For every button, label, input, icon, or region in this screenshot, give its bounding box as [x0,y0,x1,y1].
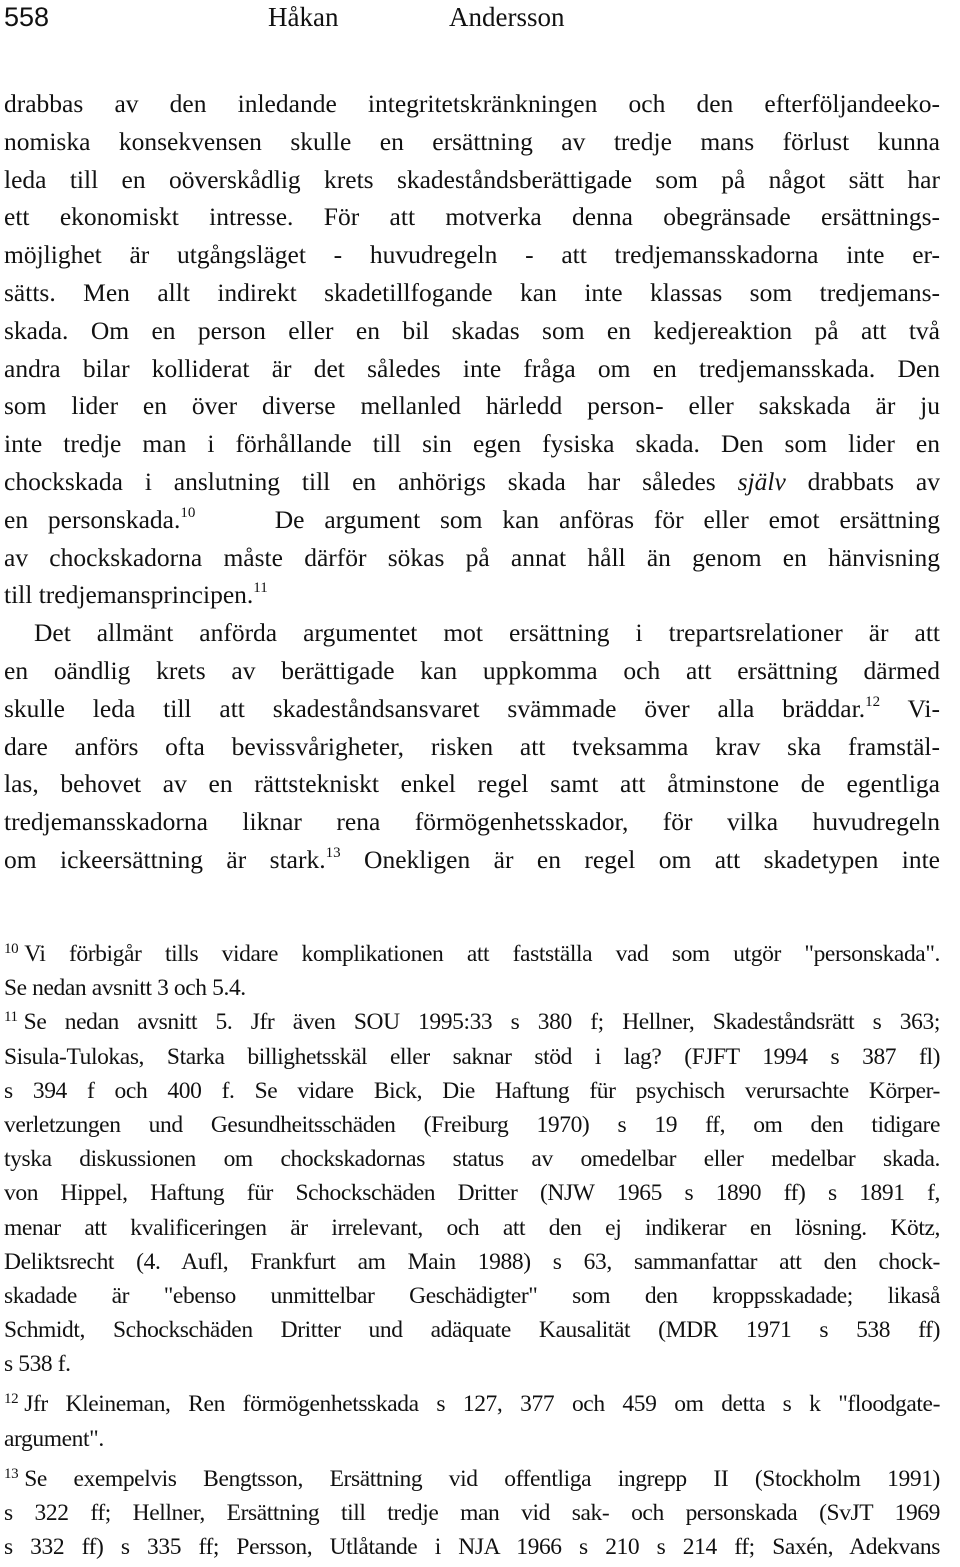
main-text [4,85,940,879]
body-line: tredjemansskadorna liknar rena förmögenhetsskador, för vilka huvudregeln [4,807,940,837]
body-text: De argument som kan anföras för eller emot ersättning [274,504,941,534]
footnote-line: Deliktsrecht (4. Aufl, Frankfurt am Main 1988) s 63, sammanfattar att den chock- [4,1248,940,1275]
footnote-line: argument". [4,1425,104,1452]
body-text: om ickeersättning är stark. [4,844,326,874]
body-line: sätts. Men allt indirekt skadetillfogande kan inte klassas som tredjemans- [4,277,940,307]
footnote-line: von Hippel, Haftung für Schockschäden Dritter (NJW 1965 s 1890 ff) s 1891 f, [4,1180,940,1207]
author-first-name: Håkan [268,2,339,32]
running-header [0,2,960,36]
footnotes [4,937,940,1564]
body-line: andra bilar kolliderat är det således inte fråga om en tredjemansskada. Den [4,353,940,383]
body-text: till tredjemansprincipen. [4,580,254,610]
footnote-13 [4,1462,940,1496]
footnote-text: Se exempelvis Bengtsson, Ersättning vid offentliga ingrepp II (Stockholm 1991) [24,1465,940,1492]
footnote-ref-13[interactable]: 13 [325,844,341,861]
body-line: las, behovet av en rättstekniskt enkel regel samt att åtminstone de egentliga [4,769,940,799]
footnote-line: s 538 f. [4,1351,71,1378]
body-line: av chockskadorna måste därför sökas på annat håll än genom en hänvisning [4,542,940,572]
body-line [4,463,940,501]
footnote-line: verletzungen und Gesundheitsschäden (Freiburg 1970) s 19 ff, om den tidigare [4,1111,940,1138]
body-line [4,501,940,539]
footnote-line: Schmidt, Schockschäden Dritter und adäquate Kausalität (MDR 1971 s 538 ff) [4,1317,940,1344]
footnote-text: Vi förbigår tills vidare komplikationen att fastställa vad som utgör "personskada". [24,941,940,967]
body-text: skulle leda till att skadeståndsansvaret svämmade över alla bräddar. [4,693,866,723]
footnote-10 [4,937,940,971]
footnote-line: Sisula-Tulokas, Starka billighetsskäl eller saknar stöd i lag? (FJFT 1994 s 387 fl) [4,1043,940,1070]
emphasis-text: själv [737,466,786,496]
body-text: Onekligen är en regel om att skadetypen inte [364,844,940,874]
footnote-11 [4,1005,940,1039]
body-line: skada. Om en person eller en bil skadas som en kedjereaktion på att två [4,315,940,345]
footnote-line: s 332 ff) s 335 ff; Persson, Utlåtande i NJA 1966 s 210 s 214 ff; Saxén, Adekvans [4,1534,940,1561]
body-text: drabbats av [807,466,940,496]
body-line: drabbas av den inledande integritetskränkningen och den efterföljandeeko- [4,89,940,118]
footnote-line: tyska diskussionen om chockskadornas status av omedelbar eller medelbar skada. [4,1146,940,1173]
footnote-text: Se nedan avsnitt 5. Jfr även SOU 1995:33 s 380 f; Hellner, Skadeståndsrätt s 363; [23,1009,940,1036]
body-line: Det allmänt anförda argumentet mot ersättning i trepartsrelationer är att [34,618,940,648]
body-line: leda till en oöverskådlig krets skadeståndsberättigade som på något sätt har [4,164,940,194]
footnote-number: 13 [4,1465,19,1482]
body-text: chockskada i anslutning till en anhörigs skada har således [4,466,716,496]
footnote-line: s 322 ff; Hellner, Ersättning till tredje man vid sak- och personskada (SvJT 1969 [4,1500,940,1526]
footnote-line: menar att kvalificeringen är irrelevant, och att den ej indikerar en lösning. Kötz, [4,1214,940,1241]
author-last-name: Andersson [449,2,565,32]
body-line: inte tredje man i förhållande till sin egen fysiska skada. Den som lider en [4,429,940,459]
body-line: en oändlig krets av berättigade kan uppkomma och att ersättning därmed [4,655,940,685]
footnote-number: 11 [4,1009,18,1026]
body-text: en personskada. [4,504,181,534]
footnote-12 [4,1387,940,1421]
body-line [4,576,940,614]
footnote-number: 10 [4,940,19,957]
body-line: som lider en över diverse mellanled härledd person- eller sakskada är ju [4,391,940,421]
footnote-number: 12 [4,1391,19,1408]
footnote-ref-12[interactable]: 12 [865,693,881,710]
body-line: ett ekonomiskt intresse. För att motverka denna obegränsade ersättnings- [4,202,940,232]
footnote-line: s 394 f och 400 f. Se vidare Bick, Die Haftung für psychisch verursachte Körper- [4,1077,940,1104]
footnote-ref-10[interactable]: 10 [180,504,196,521]
body-line: nomiska konsekvensen skulle en ersättning av tredje mans förlust kunna [4,126,940,156]
body-line [4,841,940,879]
footnote-ref-11[interactable]: 11 [253,580,268,597]
body-line [4,690,940,728]
footnote-line: skadade är "ebenso unmittelbar Geschädigter" som den kroppsskadade; likaså [4,1282,940,1309]
footnote-line: Se nedan avsnitt 3 och 5.4. [4,975,246,1002]
body-line: dare anförs ofta bevissvårigheter, risken att tveksamma krav ska framstäl- [4,731,940,761]
body-text: Vi- [907,693,940,723]
page-number: 558 [4,2,50,32]
footnote-text: Jfr Kleineman, Ren förmögenhetsskada s 127, 377 och 459 om detta s k "floodgate- [24,1391,940,1418]
body-line: möjlighet är utgångsläget - huvudregeln - att tredjemansskadorna inte er- [4,240,940,270]
